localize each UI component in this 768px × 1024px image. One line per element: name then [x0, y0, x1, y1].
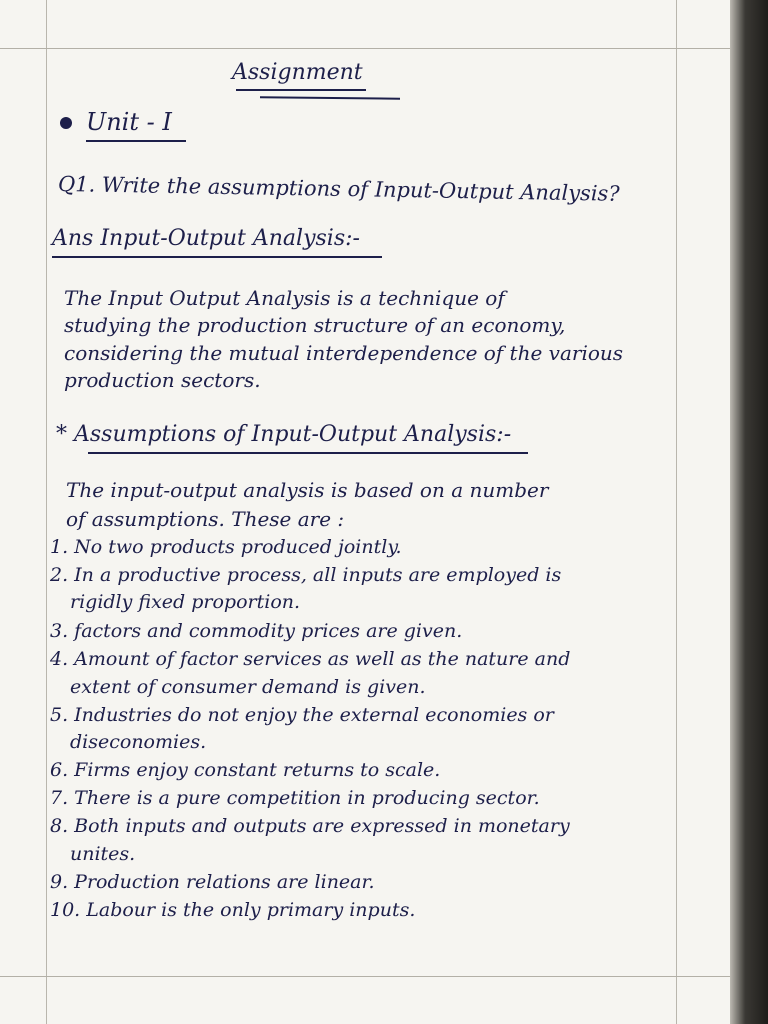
assumption-item: 5. Industries do not enjoy the external economies or: [50, 704, 554, 726]
question-text: Q1. Write the assumptions of Input-Output Analysis?: [57, 172, 620, 206]
assumption-item: 7. There is a pure competition in producing sector.: [50, 787, 540, 809]
bottom-rule-line: [0, 976, 730, 977]
assumption-item: 9. Production relations are linear.: [50, 871, 375, 893]
unit-heading: Unit - I: [86, 108, 172, 136]
assumption-item: 2. In a productive process, all inputs are employed is: [50, 564, 562, 586]
title-underline-second: [260, 96, 400, 99]
bullet-icon: [60, 117, 72, 129]
assumption-item: 1. No two products produced jointly.: [50, 536, 402, 558]
assumption-item: 8. Both inputs and outputs are expressed in monetary: [50, 815, 570, 837]
right-margin-line: [676, 0, 677, 1024]
intro-line: The input-output analysis is based on a number: [66, 478, 549, 502]
assumption-item: 3. factors and commodity prices are given.: [50, 620, 463, 642]
definition-line: production sectors.: [64, 368, 261, 392]
answer-heading-underline: [52, 256, 382, 258]
assumptions-heading: * Assumptions of Input-Output Analysis:-: [56, 422, 512, 447]
definition-line: studying the production structure of an economy,: [64, 313, 566, 337]
top-rule-line: [0, 48, 730, 49]
intro-line: of assumptions. These are :: [66, 507, 345, 531]
assumption-item-continued: unites.: [70, 843, 136, 865]
page-title: Assignment: [232, 60, 363, 85]
assumptions-heading-underline: [88, 452, 528, 454]
left-margin-line: [46, 0, 47, 1024]
definition-line: considering the mutual interdependence of the various: [64, 341, 624, 365]
assumption-item-continued: diseconomies.: [70, 731, 207, 753]
page-edge-shadow: [730, 0, 768, 1024]
unit-underline: [86, 140, 186, 142]
assumption-item: 6. Firms enjoy constant returns to scale.: [50, 759, 441, 781]
assumption-item-continued: rigidly fixed proportion.: [70, 591, 301, 613]
assumption-item: 10. Labour is the only primary inputs.: [50, 899, 416, 921]
title-underline: [236, 89, 366, 91]
assumption-item-continued: extent of consumer demand is given.: [70, 676, 426, 698]
assumption-item: 4. Amount of factor services as well as the nature and: [50, 648, 571, 670]
answer-heading: Ans Input-Output Analysis:-: [52, 226, 360, 251]
definition-line: The Input Output Analysis is a technique of: [64, 286, 505, 310]
